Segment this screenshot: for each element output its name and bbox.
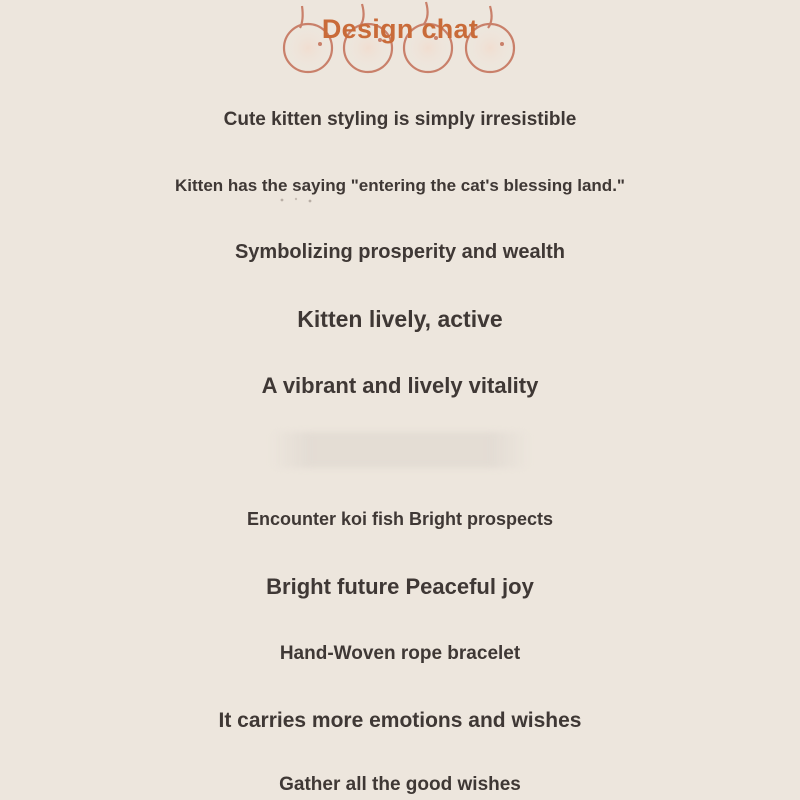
description-line: Gather all the good wishes bbox=[279, 774, 521, 795]
page-title: Design chat bbox=[321, 14, 479, 44]
description-line: It carries more emotions and wishes bbox=[218, 709, 582, 732]
description-line: A vibrant and lively vitality bbox=[261, 373, 539, 398]
description-line: Kitten has the saying "entering the cat's blessing land." bbox=[175, 176, 625, 195]
decorative-dots bbox=[278, 196, 318, 204]
description-line: Cute kitten styling is simply irresistible bbox=[223, 109, 577, 130]
description-line: Kitten lively, active bbox=[297, 306, 503, 332]
faded-text-band bbox=[270, 432, 530, 468]
description-line: Encounter koi fish Bright prospects bbox=[246, 509, 554, 529]
description-line: Bright future Peaceful joy bbox=[266, 574, 534, 599]
description-line: Hand-Woven rope bracelet bbox=[279, 643, 521, 664]
description-line: Symbolizing prosperity and wealth bbox=[234, 241, 566, 263]
